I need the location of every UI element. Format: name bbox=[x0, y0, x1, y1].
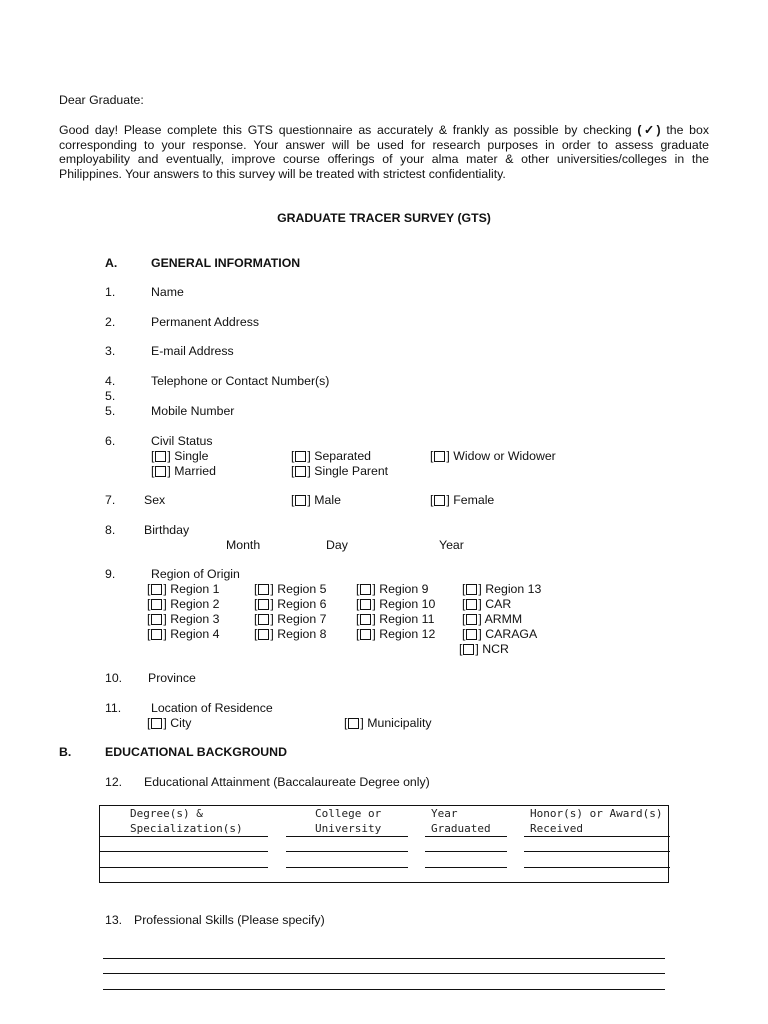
checkbox[interactable] bbox=[151, 584, 162, 595]
q10-number: 10. bbox=[105, 671, 123, 685]
checkbox[interactable] bbox=[151, 629, 162, 640]
option-region-12[interactable]: [ ] Region 12 bbox=[356, 627, 436, 641]
option-female[interactable]: [ ] Female bbox=[430, 493, 495, 507]
col-year-header: Year Graduated bbox=[431, 807, 491, 835]
option-caraga[interactable]: [ ] CARAGA bbox=[462, 627, 538, 641]
option-single[interactable]: [ ] Single bbox=[151, 449, 209, 463]
checkbox[interactable] bbox=[151, 599, 162, 610]
col-college-header: College or University bbox=[315, 807, 382, 835]
checkbox[interactable] bbox=[360, 614, 371, 625]
option-widow[interactable]: [ ] Widow or Widower bbox=[430, 449, 556, 463]
table-line bbox=[425, 851, 507, 852]
checkbox[interactable] bbox=[360, 584, 371, 595]
table-line bbox=[100, 851, 268, 852]
skills-answer-line[interactable] bbox=[103, 989, 665, 990]
q13-label: Professional Skills (Please specify) bbox=[134, 913, 325, 927]
checkbox[interactable] bbox=[348, 718, 359, 729]
checkbox[interactable] bbox=[434, 495, 445, 506]
checkbox[interactable] bbox=[360, 629, 371, 640]
checkbox[interactable] bbox=[151, 614, 162, 625]
table-line bbox=[100, 836, 268, 837]
col-degree-header: Degree(s) & Specialization(s) bbox=[130, 807, 243, 835]
option-ncr[interactable]: [ ] NCR bbox=[459, 642, 509, 656]
q1-number: 1. bbox=[105, 285, 116, 299]
section-a-letter: A. bbox=[105, 256, 118, 270]
option-region-9[interactable]: [ ] Region 9 bbox=[356, 582, 429, 596]
q4-number: 4. bbox=[105, 374, 116, 388]
option-region-5[interactable]: [ ] Region 5 bbox=[254, 582, 327, 596]
birthday-year-label: Year bbox=[439, 538, 464, 552]
checkbox[interactable] bbox=[466, 629, 477, 640]
q11-label: Location of Residence bbox=[151, 701, 273, 715]
checkbox[interactable] bbox=[360, 599, 371, 610]
q6-label: Civil Status bbox=[151, 434, 213, 448]
table-line bbox=[425, 836, 507, 837]
checkbox[interactable] bbox=[466, 584, 477, 595]
q13-number: 13. bbox=[105, 913, 123, 927]
checkbox[interactable] bbox=[295, 495, 306, 506]
q12-number: 12. bbox=[105, 775, 123, 789]
checkbox[interactable] bbox=[463, 644, 474, 655]
checkbox[interactable] bbox=[155, 466, 166, 477]
option-married[interactable]: [ ] Married bbox=[151, 464, 216, 478]
table-line bbox=[524, 836, 670, 837]
q6-number: 6. bbox=[105, 434, 116, 448]
education-table bbox=[99, 805, 669, 883]
checkbox[interactable] bbox=[466, 614, 477, 625]
q10-label: Province bbox=[148, 671, 196, 685]
intro-text-2: the box corresponding to your response. Your answer will be used for research purposes in order to assess graduate employability and eventually, improve course offerings of your alma mater & other universities/colleges in the Philippines. Your answers to this survey will be treated with strictest confidentiality. bbox=[59, 123, 709, 181]
intro-paragraph bbox=[59, 123, 709, 181]
option-armm[interactable]: [ ] ARMM bbox=[462, 612, 523, 626]
skills-answer-line[interactable] bbox=[103, 958, 665, 959]
option-region-1[interactable]: [ ] Region 1 bbox=[147, 582, 220, 596]
table-line bbox=[286, 851, 408, 852]
q8-label: Birthday bbox=[144, 523, 190, 537]
section-b-letter: B. bbox=[59, 745, 72, 759]
q4-label: Telephone or Contact Number(s) bbox=[151, 374, 330, 388]
checkbox[interactable] bbox=[434, 451, 445, 462]
q5-number: 5. bbox=[105, 404, 116, 418]
checkbox[interactable] bbox=[258, 629, 269, 640]
table-line bbox=[524, 851, 670, 852]
q5-label: Mobile Number bbox=[151, 404, 235, 418]
option-region-4[interactable]: [ ] Region 4 bbox=[147, 627, 220, 641]
table-line bbox=[425, 867, 507, 868]
section-b-heading: EDUCATIONAL BACKGROUND bbox=[105, 745, 287, 759]
table-line bbox=[524, 867, 670, 868]
option-male[interactable]: [ ] Male bbox=[291, 493, 341, 507]
option-separated[interactable]: [ ] Separated bbox=[291, 449, 372, 463]
page-title: GRADUATE TRACER SURVEY (GTS) bbox=[277, 211, 491, 225]
intro-text-1: Good day! Please complete this GTS questionnaire as accurately & frankly as possible by checking bbox=[59, 123, 632, 137]
option-region-8[interactable]: [ ] Region 8 bbox=[254, 627, 327, 641]
q9-label: Region of Origin bbox=[151, 567, 240, 581]
option-region-11[interactable]: [ ] Region 11 bbox=[356, 612, 435, 626]
option-single-parent[interactable]: [ ] Single Parent bbox=[291, 464, 389, 478]
checkbox[interactable] bbox=[295, 466, 306, 477]
q9-number: 9. bbox=[105, 567, 116, 581]
option-region-6[interactable]: [ ] Region 6 bbox=[254, 597, 327, 611]
q11-number: 11. bbox=[105, 701, 122, 715]
checkbox[interactable] bbox=[151, 718, 162, 729]
option-city[interactable]: [ ] City bbox=[147, 716, 192, 730]
q7-label: Sex bbox=[144, 493, 166, 507]
checkbox[interactable] bbox=[258, 599, 269, 610]
option-region-2[interactable]: [ ] Region 2 bbox=[147, 597, 220, 611]
birthday-month-label: Month bbox=[226, 538, 261, 552]
q3-number: 3. bbox=[105, 344, 116, 358]
table-line bbox=[286, 867, 408, 868]
option-municipality[interactable]: [ ] Municipality bbox=[344, 716, 432, 730]
check-mark-icon: (✓) bbox=[637, 123, 661, 137]
q2-number: 2. bbox=[105, 315, 116, 329]
option-car[interactable]: [ ] CAR bbox=[462, 597, 512, 611]
option-region-13[interactable]: [ ] Region 13 bbox=[462, 582, 542, 596]
greeting: Dear Graduate: bbox=[59, 93, 144, 107]
option-region-10[interactable]: [ ] Region 10 bbox=[356, 597, 436, 611]
birthday-day-label: Day bbox=[326, 538, 348, 552]
q2-label: Permanent Address bbox=[151, 315, 259, 329]
q7-number: 7. bbox=[105, 493, 116, 507]
q8-number: 8. bbox=[105, 523, 116, 537]
q5-extra-number: 5. bbox=[105, 389, 116, 403]
checkbox[interactable] bbox=[258, 584, 269, 595]
q1-label: Name bbox=[151, 285, 184, 299]
option-region-3[interactable]: [ ] Region 3 bbox=[147, 612, 220, 626]
checkbox[interactable] bbox=[155, 451, 166, 462]
q12-label: Educational Attainment (Baccalaureate Degree only) bbox=[144, 775, 430, 789]
section-a-heading: GENERAL INFORMATION bbox=[151, 256, 301, 270]
skills-answer-line[interactable] bbox=[103, 973, 665, 974]
col-honors-header: Honor(s) or Award(s) Received bbox=[530, 807, 663, 835]
checkbox[interactable] bbox=[466, 599, 477, 610]
q3-label: E-mail Address bbox=[151, 344, 234, 358]
checkbox[interactable] bbox=[295, 451, 306, 462]
table-line bbox=[100, 867, 268, 868]
checkbox[interactable] bbox=[258, 614, 269, 625]
table-line bbox=[286, 836, 408, 837]
option-region-7[interactable]: [ ] Region 7 bbox=[254, 612, 327, 626]
